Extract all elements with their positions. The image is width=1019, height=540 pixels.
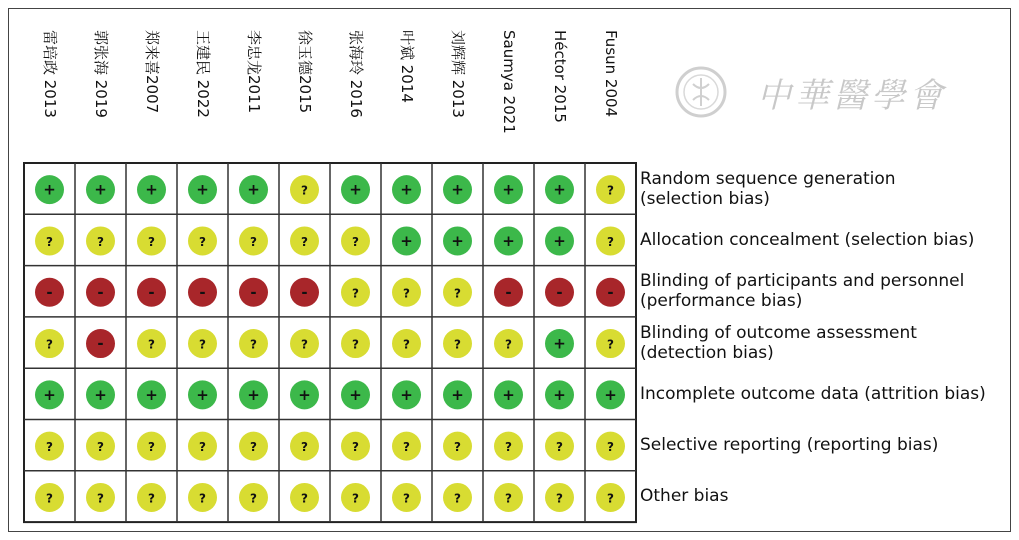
judgement-symbol: +: [196, 180, 209, 199]
judgement-symbol: -: [97, 283, 104, 302]
judgement-symbol: ?: [301, 337, 308, 352]
judgement-symbol: ?: [301, 234, 308, 249]
judgement-symbol: ?: [199, 234, 206, 249]
study-label: 刘辉辉 2013: [448, 30, 467, 118]
domain-label: Blinding of outcome assessment (detection bias): [640, 322, 917, 363]
judgement-symbol: +: [553, 231, 566, 250]
judgement-symbol: ?: [301, 491, 308, 506]
judgement-symbol: +: [604, 385, 617, 404]
judgement-cell: [290, 175, 319, 204]
judgement-cell: [341, 432, 370, 461]
judgement-cell: [137, 329, 166, 358]
judgement-symbol: ?: [199, 337, 206, 352]
judgement-cell: [86, 226, 115, 255]
study-label: 雷培政 2013: [40, 30, 59, 118]
judgement-symbol: ?: [199, 491, 206, 506]
judgement-cell: [137, 432, 166, 461]
judgement-symbol: +: [502, 231, 515, 250]
judgement-symbol: ?: [148, 491, 155, 506]
judgement-symbol: +: [400, 385, 413, 404]
judgement-cell: [35, 380, 64, 409]
judgement-cell: [239, 432, 268, 461]
judgement-cell: [35, 226, 64, 255]
judgement-symbol: ?: [505, 491, 512, 506]
judgement-symbol: +: [43, 180, 56, 199]
judgement-cell: [86, 432, 115, 461]
judgement-cell: [443, 380, 472, 409]
study-label: 王建民 2022: [193, 30, 212, 118]
judgement-symbol: +: [349, 180, 362, 199]
judgement-cell: [392, 175, 421, 204]
judgement-symbol: ?: [454, 337, 461, 352]
judgement-symbol: +: [145, 180, 158, 199]
study-label: 郑来喜2007: [142, 30, 161, 114]
judgement-cell: [596, 329, 625, 358]
judgement-cell: [188, 380, 217, 409]
judgement-cell: [239, 380, 268, 409]
judgement-symbol: ?: [352, 286, 359, 301]
judgement-symbol: -: [148, 283, 155, 302]
judgement-symbol: ?: [46, 234, 53, 249]
judgement-cell: [494, 432, 523, 461]
judgement-symbol: ?: [403, 491, 410, 506]
judgement-cell: [392, 432, 421, 461]
domain-label: Blinding of participants and personnel (performance bias): [640, 271, 965, 312]
judgement-cell: [137, 278, 166, 307]
judgement-cell: [188, 483, 217, 512]
judgement-symbol: ?: [46, 491, 53, 506]
judgement-symbol: ?: [352, 234, 359, 249]
judgement-symbol: ?: [97, 491, 104, 506]
judgement-cell: [392, 278, 421, 307]
judgement-symbol: ?: [556, 491, 563, 506]
judgement-symbol: ?: [46, 337, 53, 352]
judgement-symbol: -: [505, 283, 512, 302]
judgement-cell: [443, 483, 472, 512]
judgement-cell: [545, 432, 574, 461]
judgement-symbol: +: [349, 385, 362, 404]
judgement-symbol: ?: [250, 440, 257, 455]
judgement-cell: [86, 278, 115, 307]
judgement-symbol: +: [502, 385, 515, 404]
judgement-symbol: +: [451, 385, 464, 404]
judgement-cell: [341, 278, 370, 307]
judgement-symbol: ?: [352, 440, 359, 455]
judgement-symbol: +: [451, 231, 464, 250]
judgement-cell: [188, 432, 217, 461]
judgement-cell: [86, 380, 115, 409]
judgement-symbol: +: [94, 385, 107, 404]
judgement-cell: [137, 175, 166, 204]
judgement-cell: [596, 483, 625, 512]
judgement-symbol: ?: [250, 491, 257, 506]
judgement-cell: [596, 432, 625, 461]
judgement-cell: [545, 380, 574, 409]
judgement-symbol: ?: [250, 337, 257, 352]
judgement-cell: [137, 483, 166, 512]
judgement-symbol: ?: [352, 491, 359, 506]
judgement-cell: [545, 329, 574, 358]
judgement-symbol: ?: [97, 440, 104, 455]
judgement-symbol: ?: [301, 440, 308, 455]
domain-label: Selective reporting (reporting bias): [640, 435, 939, 456]
judgement-symbol: -: [250, 283, 257, 302]
domain-label: Other bias: [640, 486, 729, 507]
study-label: Saumya 2021: [499, 30, 518, 134]
judgement-symbol: ?: [148, 337, 155, 352]
judgement-cell: [341, 329, 370, 358]
judgement-cell: [239, 483, 268, 512]
judgement-symbol: +: [502, 180, 515, 199]
judgement-cell: [188, 329, 217, 358]
judgement-cell: [494, 483, 523, 512]
judgement-symbol: +: [94, 180, 107, 199]
judgement-cell: [443, 226, 472, 255]
judgement-symbol: -: [46, 283, 53, 302]
judgement-cell: [494, 226, 523, 255]
watermark: [665, 62, 965, 122]
judgement-cell: [443, 175, 472, 204]
judgement-symbol: ?: [607, 183, 614, 198]
judgement-cell: [290, 380, 319, 409]
domain-label: Allocation concealment (selection bias): [640, 229, 975, 250]
judgement-cell: [35, 329, 64, 358]
judgement-symbol: ?: [505, 337, 512, 352]
judgement-cell: [545, 278, 574, 307]
judgement-cell: [545, 175, 574, 204]
seal-icon: [671, 62, 731, 122]
judgement-symbol: ?: [607, 234, 614, 249]
judgement-symbol: ?: [403, 337, 410, 352]
judgement-symbol: +: [298, 385, 311, 404]
judgement-symbol: ?: [607, 337, 614, 352]
watermark-text: 中華醫學會: [757, 76, 947, 116]
judgement-symbol: +: [196, 385, 209, 404]
judgement-cell: [596, 278, 625, 307]
judgement-cell: [290, 483, 319, 512]
study-label: Héctor 2015: [550, 30, 569, 123]
judgement-cell: [443, 432, 472, 461]
judgement-symbol: -: [97, 334, 104, 353]
judgement-cell: [35, 175, 64, 204]
domain-label: Incomplete outcome data (attrition bias): [640, 383, 986, 404]
judgement-symbol: ?: [148, 234, 155, 249]
judgement-cell: [290, 432, 319, 461]
judgement-symbol: ?: [454, 440, 461, 455]
judgement-cell: [239, 226, 268, 255]
judgement-cell: [596, 226, 625, 255]
judgement-symbol: +: [451, 180, 464, 199]
judgement-symbol: ?: [556, 440, 563, 455]
judgement-cell: [290, 226, 319, 255]
judgement-cell: [188, 278, 217, 307]
judgement-cell: [392, 380, 421, 409]
judgement-cell: [392, 226, 421, 255]
judgement-cell: [35, 278, 64, 307]
judgement-symbol: ?: [352, 337, 359, 352]
study-label: Fusun 2004: [601, 30, 620, 118]
judgement-symbol: +: [400, 180, 413, 199]
study-label: 李忠龙2011: [244, 30, 263, 114]
judgement-cell: [545, 226, 574, 255]
judgement-cell: [290, 329, 319, 358]
study-label: 张海玲 2016: [346, 30, 365, 118]
judgement-cell: [239, 329, 268, 358]
judgement-cell: [35, 483, 64, 512]
judgement-cell: [86, 329, 115, 358]
judgement-symbol: ?: [301, 183, 308, 198]
judgement-symbol: -: [199, 283, 206, 302]
domain-label: Random sequence generation (selection bias): [640, 168, 896, 209]
judgement-symbol: ?: [97, 234, 104, 249]
judgement-symbol: ?: [607, 440, 614, 455]
judgement-symbol: ?: [403, 286, 410, 301]
judgement-cell: [188, 175, 217, 204]
judgement-symbol: +: [553, 385, 566, 404]
judgement-cell: [545, 483, 574, 512]
judgement-symbol: +: [400, 231, 413, 250]
judgement-symbol: +: [553, 180, 566, 199]
study-label: 郭张海 2019: [91, 30, 110, 118]
judgement-symbol: -: [607, 283, 614, 302]
judgement-cell: [596, 175, 625, 204]
judgement-cell: [239, 278, 268, 307]
judgement-symbol: ?: [250, 234, 257, 249]
study-label: 叶斌 2014: [397, 30, 416, 103]
judgement-cell: [188, 226, 217, 255]
judgement-cell: [137, 380, 166, 409]
judgement-cell: [443, 278, 472, 307]
judgement-cell: [35, 432, 64, 461]
judgement-symbol: ?: [403, 440, 410, 455]
judgement-cell: [239, 175, 268, 204]
judgement-cell: [290, 278, 319, 307]
judgement-cell: [392, 329, 421, 358]
judgement-cell: [494, 329, 523, 358]
judgement-symbol: ?: [454, 491, 461, 506]
judgement-symbol: ?: [505, 440, 512, 455]
judgement-cell: [86, 175, 115, 204]
judgement-cell: [494, 175, 523, 204]
judgement-symbol: -: [301, 283, 308, 302]
judgement-symbol: ?: [607, 491, 614, 506]
judgement-cell: [596, 380, 625, 409]
judgement-cell: [494, 380, 523, 409]
judgement-cell: [341, 226, 370, 255]
judgement-symbol: ?: [454, 286, 461, 301]
judgement-cell: [443, 329, 472, 358]
judgement-symbol: +: [43, 385, 56, 404]
judgement-cell: [341, 483, 370, 512]
judgement-cell: [494, 278, 523, 307]
study-label: 徐玉德2015: [295, 30, 314, 114]
judgement-cell: [341, 380, 370, 409]
judgement-symbol: ?: [148, 440, 155, 455]
judgement-symbol: ?: [199, 440, 206, 455]
judgement-cell: [392, 483, 421, 512]
judgement-cell: [86, 483, 115, 512]
judgement-symbol: +: [145, 385, 158, 404]
judgement-symbol: +: [247, 180, 260, 199]
judgement-symbol: -: [556, 283, 563, 302]
judgement-symbol: ?: [46, 440, 53, 455]
judgement-symbol: +: [553, 334, 566, 353]
judgement-cell: [137, 226, 166, 255]
judgement-symbol: +: [247, 385, 260, 404]
judgement-cell: [341, 175, 370, 204]
